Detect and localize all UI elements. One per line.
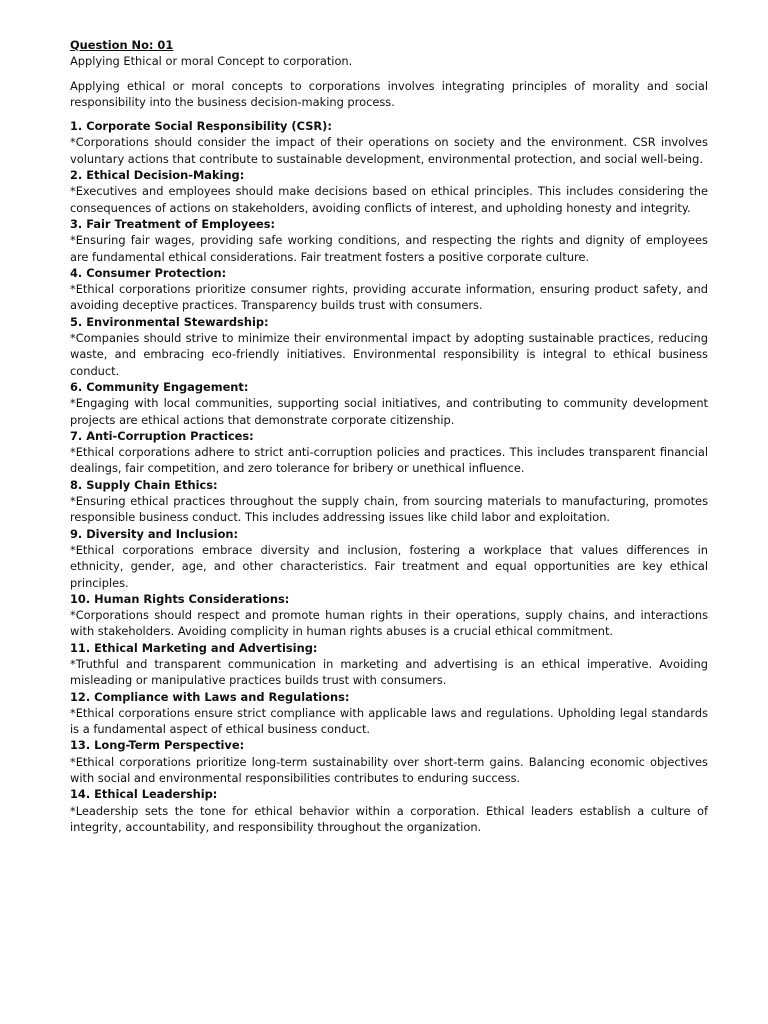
section-body: *Engaging with local communities, supporting social initiatives, and contributing to community development projects are ethical actions that demonstrate corporate citizenship.	[70, 396, 708, 427]
document-page	[70, 37, 708, 835]
section-heading: 1. Corporate Social Responsibility (CSR):	[70, 119, 332, 134]
section-body: *Leadership sets the tone for ethical behavior within a corporation. Ethical leaders establish a culture of integrity, accountability, and responsibility throughout the organization.	[70, 803, 708, 834]
section-body: *Truthful and transparent communication in marketing and advertising is an ethical imperative. Avoiding misleading or manipulative practices builds trust with consumers.	[70, 656, 708, 688]
section-body: *Ensuring ethical practices throughout the supply chain, from sourcing materials to manufacturing, promotes responsible business conduct. This includes addressing issues like child labor and exploitation.	[70, 494, 708, 525]
section-supply-chain-ethics	[70, 477, 708, 526]
section-ethical-decision-making	[70, 167, 708, 216]
section-body: *Companies should strive to minimize their environmental impact by adopting sustainable practices, reducing waste, and embracing eco-friendly initiatives. Environmental responsibility is integral to ethical business conduct.	[70, 331, 708, 378]
section-heading: 13. Long-Term Perspective:	[70, 738, 245, 753]
section-heading: 5. Environmental Stewardship:	[70, 314, 269, 329]
section-body: *Ethical corporations embrace diversity and inclusion, fostering a workplace that values differences in ethnicity, gender, age, and other characteristics. Fair treatment and equal opportunities are key ethical principles.	[70, 542, 708, 590]
section-body: *Corporations should consider the impact of their operations on society and the environment. CSR involves voluntary actions that contribute to sustainable development, environmental protection, and social well-being.	[70, 135, 708, 166]
section-heading: 11. Ethical Marketing and Advertising:	[70, 640, 318, 655]
section-body: *Ethical corporations prioritize consumer rights, providing accurate information, ensuring product safety, and avoiding deceptive practices. Transparency builds trust with consumers.	[70, 282, 708, 313]
section-diversity-inclusion	[70, 526, 708, 591]
section-anti-corruption	[70, 428, 708, 477]
question-subtitle: Applying Ethical or moral Concept to corporation.	[70, 54, 353, 69]
intro-paragraph: Applying ethical or moral concepts to corporations involves integrating principles of morality and social responsibility into the business decision-making process.	[70, 78, 708, 109]
section-heading: 6. Community Engagement:	[70, 379, 249, 394]
section-heading: 12. Compliance with Laws and Regulations:	[70, 689, 350, 704]
question-title: Question No: 01	[70, 38, 174, 52]
section-body: *Ensuring fair wages, providing safe working conditions, and respecting the rights and dignity of employees are fundamental ethical considerations. Fair treatment fosters a positive corporate culture.	[70, 233, 708, 264]
section-community-engagement	[70, 379, 708, 428]
section-heading: 7. Anti-Corruption Practices:	[70, 428, 254, 443]
section-compliance	[70, 689, 708, 738]
section-body: *Executives and employees should make decisions based on ethical principles. This includes considering the consequences of actions on stakeholders, avoiding conflicts of interest, and upholding honesty and integrity.	[70, 184, 708, 215]
section-heading: 14. Ethical Leadership:	[70, 787, 218, 802]
section-body: *Ethical corporations adhere to strict anti-corruption policies and practices. This includes transparent financial dealings, fair competition, and zero tolerance for bribery or unethical influence.	[70, 445, 708, 476]
section-heading: 8. Supply Chain Ethics:	[70, 477, 218, 492]
section-ethical-leadership	[70, 786, 708, 835]
section-heading: 9. Diversity and Inclusion:	[70, 526, 239, 541]
section-heading: 10. Human Rights Considerations:	[70, 591, 290, 606]
section-body: *Corporations should respect and promote human rights in their operations, supply chains, and interactions with stakeholders. Avoiding complicity in human rights abuses is a crucial ethical commitment.	[70, 608, 708, 639]
section-human-rights	[70, 591, 708, 640]
section-long-term-perspective	[70, 737, 708, 786]
section-body: *Ethical corporations ensure strict compliance with applicable laws and regulations. Upholding legal standards is a fundamental aspect of ethical business conduct.	[70, 705, 708, 737]
section-consumer-protection	[70, 265, 708, 314]
section-ethical-marketing	[70, 640, 708, 689]
sections-list	[70, 118, 708, 835]
section-environmental-stewardship	[70, 314, 708, 379]
section-fair-treatment	[70, 216, 708, 265]
section-csr	[70, 118, 708, 167]
section-heading: 4. Consumer Protection:	[70, 265, 227, 280]
section-heading: 2. Ethical Decision-Making:	[70, 168, 245, 183]
section-body: *Ethical corporations prioritize long-term sustainability over short-term gains. Balancing economic objectives with social and environmental responsibilities contributes to enduring success.	[70, 754, 708, 786]
section-heading: 3. Fair Treatment of Employees:	[70, 216, 276, 231]
